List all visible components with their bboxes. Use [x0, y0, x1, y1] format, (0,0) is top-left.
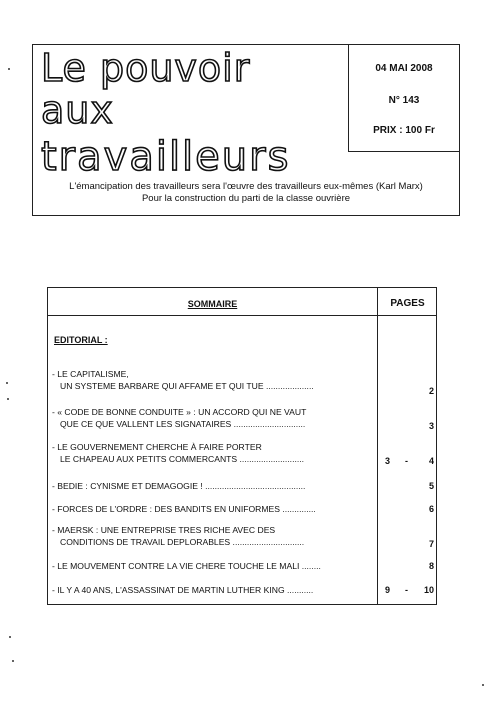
page-number: 2	[428, 386, 434, 396]
toc-item-6	[52, 524, 372, 548]
issue-date: 04 MAI 2008	[375, 63, 433, 74]
page-from: 9	[385, 585, 391, 595]
newspaper-title	[41, 46, 341, 180]
toc-item-line: - FORCES DE L'ORDRE : DES BANDITS EN UNIFORMES ..............	[52, 504, 316, 514]
title-line-3: travailleurs	[41, 134, 291, 180]
toc-item-line: - « CODE DE BONNE CONDUITE » : UN ACCORD QUI NE VAUT	[52, 407, 307, 417]
toc-item-line: CONDITIONS DE TRAVAIL DEPLORABLES ..............................	[60, 537, 305, 547]
toc-item-7	[52, 560, 372, 572]
page-separator: -	[405, 456, 408, 466]
toc-item-line: - BEDIE : CYNISME ET DEMAGOGIE ! ..........................................	[52, 481, 306, 491]
toc-item-8	[52, 584, 372, 596]
tagline	[33, 181, 459, 205]
tagline-quote: L'émancipation des travailleurs sera l'œuvre des travailleurs eux-mêmes (Karl Marx)	[69, 181, 423, 192]
title-line-1: Le pouvoir	[41, 46, 251, 90]
toc-item-line: - LE MOUVEMENT CONTRE LA VIE CHERE TOUCHE LE MALI ........	[52, 561, 321, 571]
page-number: 3	[428, 421, 434, 431]
page-to: 4	[428, 456, 434, 466]
column-divider	[377, 288, 378, 604]
toc-item-4	[52, 480, 372, 492]
tagline-mission: Pour la construction du parti de la classe ouvrière	[141, 193, 351, 204]
title-line-2: aux	[41, 88, 114, 132]
issue-price: PRIX : 100 Fr	[373, 125, 435, 136]
page-number: 7	[428, 539, 434, 549]
issue-number: N° 143	[388, 95, 420, 106]
toc-item-line: UN SYSTEME BARBARE QUI AFFAME ET QUI TUE ....................	[60, 381, 314, 391]
toc-header-sommaire: SOMMAIRE	[187, 299, 238, 309]
issue-info-box	[348, 44, 460, 152]
page-number: 5	[428, 481, 434, 491]
toc-header-pages: PAGES	[390, 298, 425, 309]
toc-item-line: - MAERSK : UNE ENTREPRISE TRES RICHE AVEC DES	[52, 525, 276, 535]
header-divider	[48, 315, 436, 316]
page-number: 6	[428, 504, 434, 514]
toc-item-line: - LE GOUVERNEMENT CHERCHE À FAIRE PORTER	[52, 442, 262, 452]
toc-item-line: - IL Y A 40 ANS, L'ASSASSINAT DE MARTIN LUTHER KING ...........	[52, 585, 314, 595]
toc-item-3	[52, 441, 372, 465]
page-number: 8	[428, 561, 434, 571]
page-separator: -	[405, 585, 408, 595]
toc-item-2	[52, 406, 372, 430]
page-to: 10	[423, 585, 434, 595]
table-of-contents	[47, 287, 437, 605]
toc-item-1	[52, 368, 372, 392]
page-from: 3	[385, 456, 391, 466]
toc-item-line: LE CHAPEAU AUX PETITS COMMERCANTS ...........................	[60, 454, 305, 464]
toc-item-line: QUE CE QUE VALLENT LES SIGNATAIRES ..............................	[60, 419, 306, 429]
masthead	[32, 44, 460, 216]
toc-item-5	[52, 503, 372, 515]
section-editorial: EDITORIAL :	[54, 335, 108, 345]
toc-item-line: - LE CAPITALISME,	[52, 369, 129, 379]
